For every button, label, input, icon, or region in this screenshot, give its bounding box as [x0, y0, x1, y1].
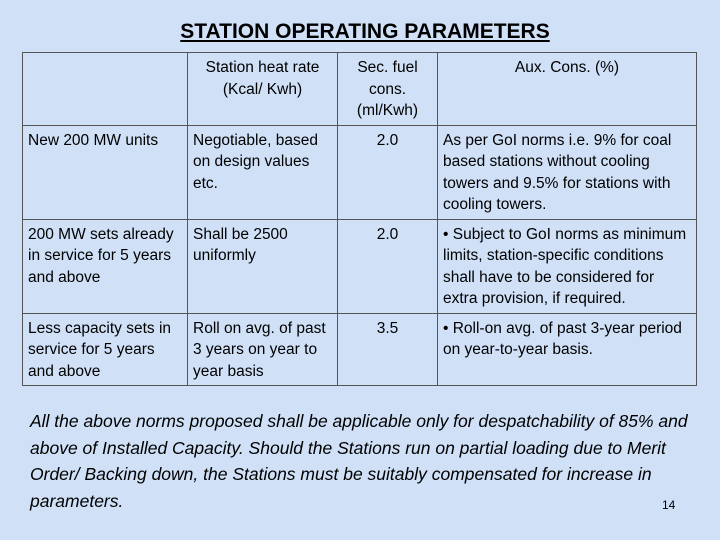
row-heat-rate: Negotiable, based on design values etc. [188, 125, 338, 219]
table-row [23, 219, 697, 313]
row-aux-cons: • Subject to GoI norms as minimum limits, station-specific conditions shall have to be considered for extra provision, if required. [438, 219, 697, 313]
header-aux-cons: Aux. Cons. (%) [438, 53, 697, 126]
row-category: Less capacity sets in service for 5 years and above [23, 313, 188, 386]
header-cell-empty [23, 53, 188, 126]
table-header-row [23, 53, 697, 126]
table-row [23, 313, 697, 386]
row-category: 200 MW sets already in service for 5 years and above [23, 219, 188, 313]
page-number: 14 [662, 498, 676, 512]
row-aux-cons: As per GoI norms i.e. 9% for coal based stations without cooling towers and 9.5% for stations with cooling towers. [438, 125, 697, 219]
page-title: STATION OPERATING PARAMETERS [180, 20, 550, 43]
row-heat-rate: Shall be 2500 uniformly [188, 219, 338, 313]
header-heat-rate: Station heat rate (Kcal/ Kwh) [188, 53, 338, 126]
row-aux-cons: • Roll-on avg. of past 3-year period on year-to-year basis. [438, 313, 697, 386]
operating-parameters-table [22, 52, 697, 386]
header-sec-fuel: Sec. fuel cons. (ml/Kwh) [338, 53, 438, 126]
row-sec-fuel: 2.0 [338, 219, 438, 313]
row-sec-fuel: 3.5 [338, 313, 438, 386]
footnote: All the above norms proposed shall be applicable only for despatchability of 85% and above of Installed Capacity. Should the Stations run on partial loading due to Merit Order/ Backing down, the Stations must be suitably compensated for increase in parameters. [30, 411, 688, 511]
row-heat-rate: Roll on avg. of past 3 years on year to year basis [188, 313, 338, 386]
row-category: New 200 MW units [23, 125, 188, 219]
row-sec-fuel: 2.0 [338, 125, 438, 219]
table-row [23, 125, 697, 219]
